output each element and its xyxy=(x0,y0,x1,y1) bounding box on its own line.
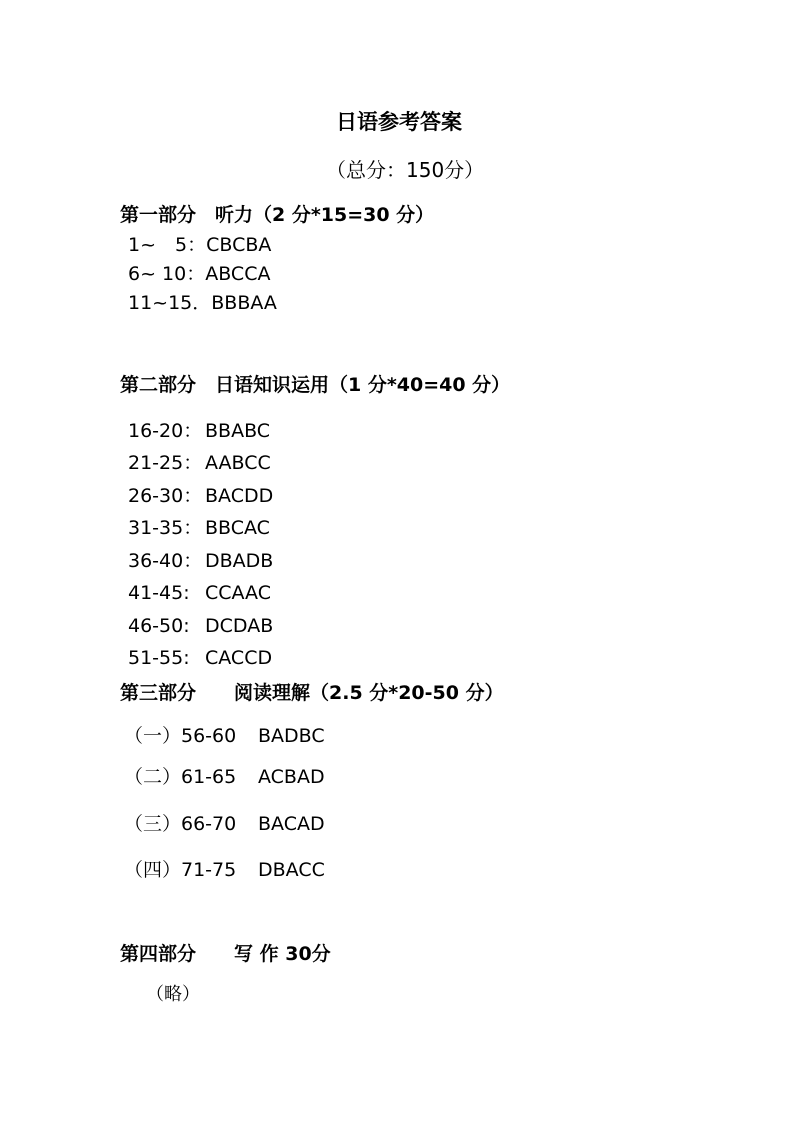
part1-row: 6~ 10：ABCCA xyxy=(128,263,271,285)
part3-range: （二）61-65 xyxy=(124,766,237,788)
part3-range: （三）66-70 xyxy=(124,813,237,835)
part2-answer: BACDD xyxy=(205,485,274,507)
part2-range: 26-30： xyxy=(128,485,203,507)
part2-range: 41-45: xyxy=(128,582,190,604)
part3-heading: 第三部分 阅读理解（2.5 分*20-50 分） xyxy=(120,682,504,704)
part3-answer: BACAD xyxy=(258,813,325,835)
total-score: （总分：150分） xyxy=(326,158,485,182)
part2-answer: AABCC xyxy=(205,452,271,474)
part2-answer: DCDAB xyxy=(205,615,274,637)
part2-answer: CCAAC xyxy=(205,582,271,604)
part2-answer: CACCD xyxy=(205,647,273,669)
part3-range: （四）71-75 xyxy=(124,859,237,881)
part2-range: 46-50: xyxy=(128,615,190,637)
part2-range: 31-35： xyxy=(128,517,203,539)
part1-row: 1~ 5：CBCBA xyxy=(128,234,272,256)
part4-note: （略） xyxy=(146,984,200,1005)
page-title: 日语参考答案 xyxy=(336,110,462,134)
part2-range: 16-20： xyxy=(128,420,203,442)
part3-answer: ACBAD xyxy=(258,766,325,788)
part2-answer: BBCAC xyxy=(205,517,270,539)
part3-range: （一）56-60 xyxy=(124,725,237,747)
part2-answer: DBADB xyxy=(205,550,274,572)
part2-range: 51-55: xyxy=(128,647,190,669)
part4-heading: 第四部分 写 作 30分 xyxy=(120,943,331,965)
part1-heading: 第一部分 听力（2 分*15=30 分） xyxy=(120,204,435,226)
part1-row: 11~15．BBBAA xyxy=(128,292,277,314)
part2-range: 36-40： xyxy=(128,550,203,572)
part2-range: 21-25： xyxy=(128,452,203,474)
part2-answer: BBABC xyxy=(205,420,271,442)
part3-answer: DBACC xyxy=(258,859,325,881)
part2-heading: 第二部分 日语知识运用（1 分*40=40 分） xyxy=(120,374,511,396)
part3-answer: BADBC xyxy=(258,725,325,747)
